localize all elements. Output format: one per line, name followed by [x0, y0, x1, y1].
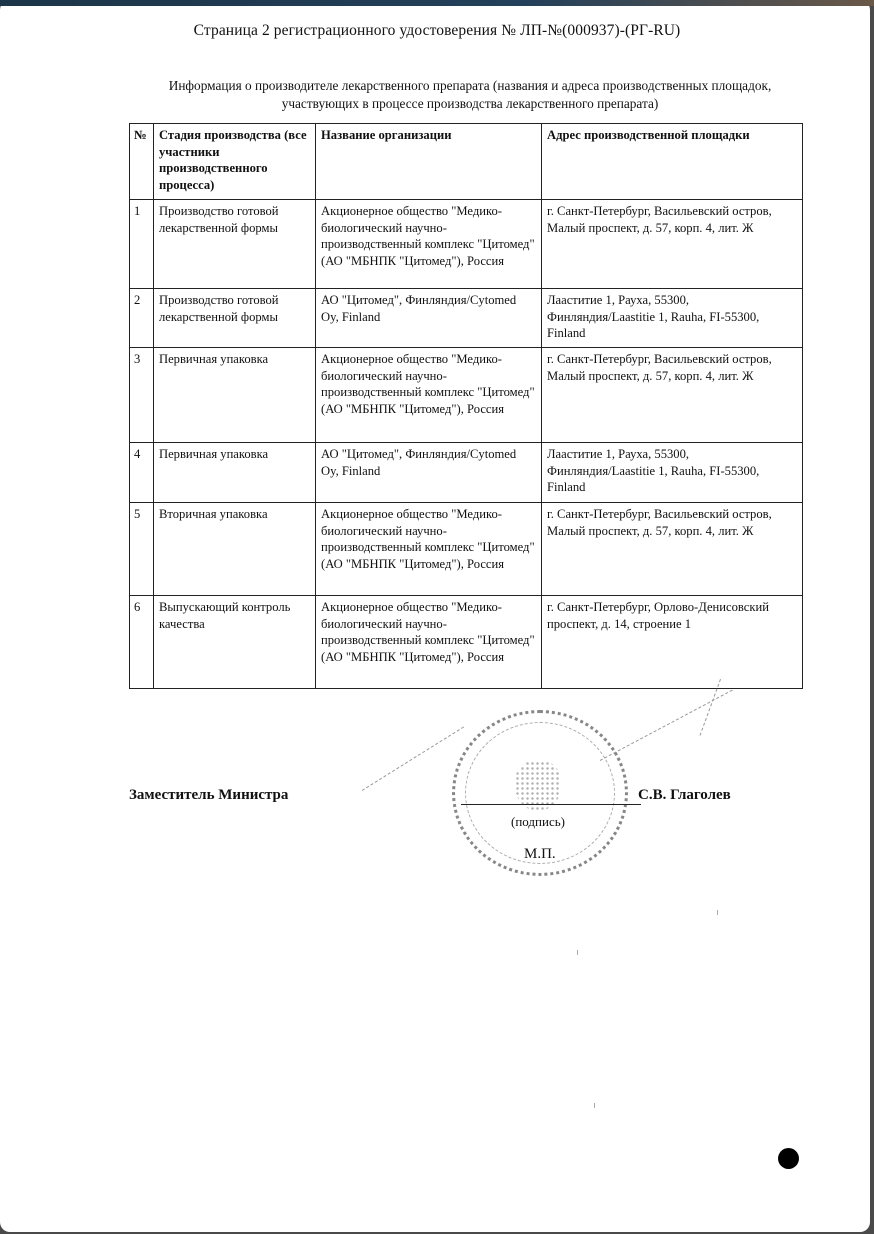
signature-scribble [362, 726, 464, 790]
row-stage: Первичная упаковка [154, 443, 316, 503]
window-top-strip [0, 0, 874, 6]
row-number: 5 [130, 503, 154, 596]
row-number: 4 [130, 443, 154, 503]
signatory-title: Заместитель Министра [129, 787, 289, 803]
table-header-row [130, 124, 803, 200]
row-stage: Производство готовой лекарственной формы [154, 200, 316, 289]
seal-mark-label: М.П. [524, 846, 556, 862]
table-row [130, 200, 803, 289]
header-stage: Стадия производства (все участники производственного процесса) [154, 124, 316, 200]
row-stage: Первичная упаковка [154, 348, 316, 443]
section-title [130, 77, 810, 113]
row-address: г. Санкт-Петербург, Васильевский остров, Малый проспект, д. 57, корп. 4, лит. Ж [542, 503, 803, 596]
row-stage: Производство готовой лекарственной формы [154, 289, 316, 348]
section-title-line-2: участвующих в процессе производства лекарственного препарата) [281, 96, 659, 111]
table-row [130, 348, 803, 443]
black-dot-marker-icon [778, 1148, 799, 1169]
row-address: Лааститие 1, Рауха, 55300, Финляндия/Laastitie 1, Rauha, FI-55300, Finland [542, 443, 803, 503]
signature-caption: (подпись) [511, 814, 565, 829]
header-organization: Название организации [316, 124, 542, 200]
row-organization: Акционерное общество "Медико-биологический научно-производственный комплекс "Цитомед" (АО "МБНПК "Цитомед"), Россия [316, 200, 542, 289]
table-row [130, 596, 803, 689]
row-number: 3 [130, 348, 154, 443]
page-header: Страница 2 регистрационного удостоверения № ЛП-№(000937)-(РГ-RU) [193, 22, 681, 39]
row-stage: Выпускающий контроль качества [154, 596, 316, 689]
table-row [130, 289, 803, 348]
row-organization: АО "Цитомед", Финляндия/Cytomed Oy, Finland [316, 289, 542, 348]
header-address: Адрес производственной площадки [542, 124, 803, 200]
row-address: г. Санкт-Петербург, Васильевский остров, Малый проспект, д. 57, корп. 4, лит. Ж [542, 200, 803, 289]
row-organization: Акционерное общество "Медико-биологический научно-производственный комплекс "Цитомед" (АО "МБНПК "Цитомед"), Россия [316, 348, 542, 443]
row-address: Лааститие 1, Рауха, 55300, Финляндия/Laastitie 1, Rauha, FI-55300, Finland [542, 289, 803, 348]
section-title-line-1: Информация о производителе лекарственного препарата (названия и адреса производственных площадок, [168, 78, 772, 93]
row-number: 2 [130, 289, 154, 348]
signatory-name: С.В. Глаголев [638, 787, 731, 803]
row-stage: Вторичная упаковка [154, 503, 316, 596]
scan-speck [717, 910, 718, 915]
header-number: № [130, 124, 154, 200]
scan-speck [577, 950, 578, 955]
row-address: г. Санкт-Петербург, Васильевский остров, Малый проспект, д. 57, корп. 4, лит. Ж [542, 348, 803, 443]
row-number: 6 [130, 596, 154, 689]
row-address: г. Санкт-Петербург, Орлово-Денисовский проспект, д. 14, строение 1 [542, 596, 803, 689]
signature-line [461, 804, 641, 805]
scan-speck [594, 1103, 595, 1108]
row-organization: Акционерное общество "Медико-биологический научно-производственный комплекс "Цитомед" (АО "МБНПК "Цитомед"), Россия [316, 596, 542, 689]
table-row [130, 443, 803, 503]
row-organization: Акционерное общество "Медико-биологический научно-производственный комплекс "Цитомед" (АО "МБНПК "Цитомед"), Россия [316, 503, 542, 596]
table-row [130, 503, 803, 596]
manufacturer-table [129, 123, 803, 689]
row-number: 1 [130, 200, 154, 289]
row-organization: АО "Цитомед", Финляндия/Cytomed Oy, Finland [316, 443, 542, 503]
signature-block [129, 787, 769, 811]
